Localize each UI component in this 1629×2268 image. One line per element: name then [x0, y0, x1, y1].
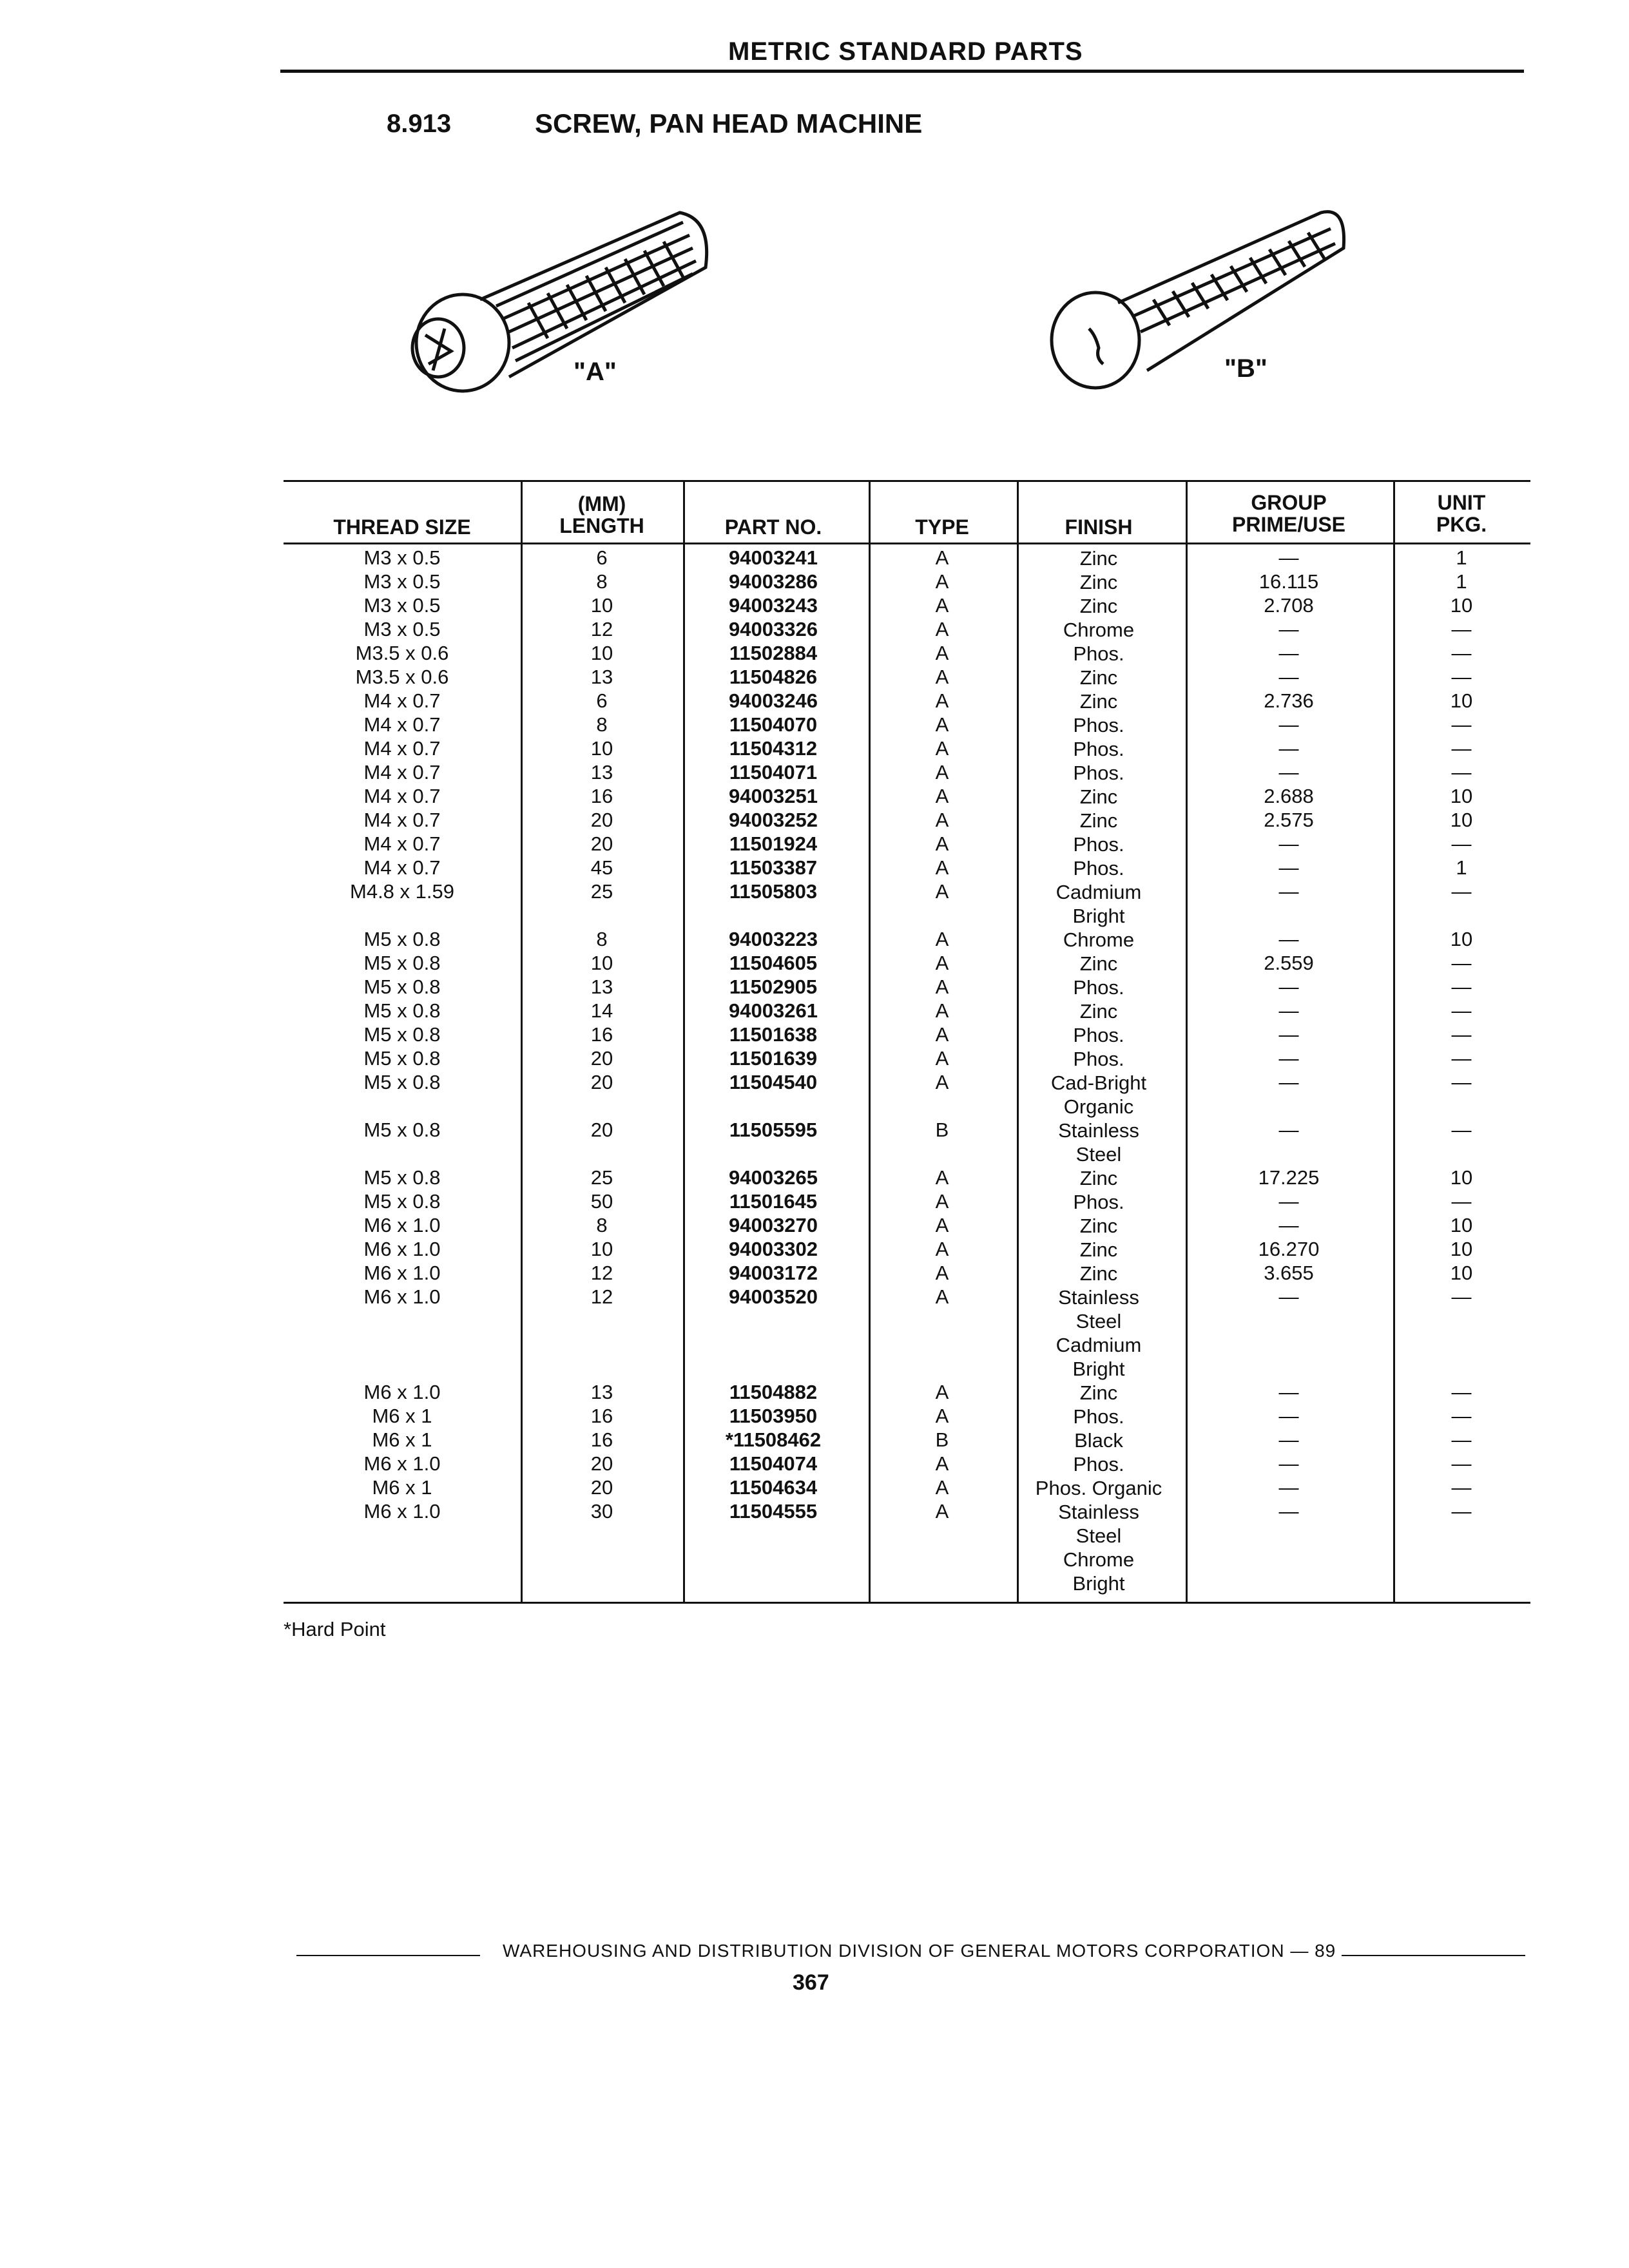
header-length-unit: (MM) [577, 492, 626, 515]
cell-thread-size: M6 x 1.0 [363, 1500, 441, 1523]
screw-a-illustration [412, 213, 707, 391]
cell-part-no: 11504634 [729, 1476, 818, 1499]
cell-group-prime-use: — [1278, 761, 1299, 783]
cell-group-prime-use: — [1278, 1476, 1299, 1499]
cell-thread-size: M3 x 0.5 [363, 594, 441, 617]
cell-unit-pkg: — [1451, 1405, 1472, 1427]
cell-part-no: 11504312 [729, 737, 818, 760]
cell-finish: Phos. [1073, 976, 1124, 999]
cell-group-prime-use: — [1278, 975, 1299, 998]
cell-group-prime-use: — [1278, 856, 1299, 879]
cell-type: A [935, 1405, 949, 1427]
cell-group-prime-use: — [1278, 1047, 1299, 1070]
cell-group-prime-use: 17.225 [1258, 1166, 1320, 1189]
cell-finish: Phos. [1073, 642, 1124, 665]
cell-type: A [935, 737, 949, 760]
cell-type: A [935, 1500, 949, 1523]
cell-thread-size: M5 x 0.8 [363, 1190, 441, 1213]
cell-type: B [935, 1428, 949, 1451]
cell-part-no: 11502884 [729, 642, 818, 664]
cell-thread-size: M3.5 x 0.6 [355, 642, 449, 664]
cell-type: A [935, 1071, 949, 1093]
cell-finish: Zinc [1079, 1238, 1118, 1261]
cell-thread-size: M4.8 x 1.59 [350, 880, 454, 903]
cell-type: A [935, 1238, 949, 1260]
cell-type: A [935, 856, 949, 879]
cell-length: 10 [590, 737, 613, 760]
cell-length: 10 [590, 1238, 613, 1260]
cell-type: A [935, 1476, 949, 1499]
cell-unit-pkg: — [1451, 618, 1472, 640]
cell-finish: Cadmium [1055, 881, 1142, 903]
cell-finish: Steel [1075, 1143, 1122, 1166]
cell-length: 16 [590, 1428, 613, 1451]
cell-part-no: 94003223 [729, 928, 818, 950]
cell-part-no: 11501924 [729, 832, 818, 855]
cell-length: 20 [590, 1452, 613, 1475]
cell-part-no: 11502905 [729, 975, 818, 998]
cell-thread-size: M5 x 0.8 [363, 1119, 441, 1141]
cell-thread-size: M4 x 0.7 [363, 856, 441, 879]
cell-type: A [935, 761, 949, 783]
cell-length: 12 [590, 1262, 613, 1284]
cell-finish: Chrome [1063, 619, 1135, 641]
table-column-rule [521, 480, 523, 1602]
cell-part-no: 94003251 [729, 785, 818, 807]
cell-length: 13 [590, 666, 613, 688]
cell-group-prime-use: — [1278, 618, 1299, 640]
cell-finish: Zinc [1079, 1000, 1118, 1023]
cell-finish: Phos. [1073, 714, 1124, 736]
footer-rule-left [296, 1955, 480, 1956]
cell-group-prime-use: — [1278, 1119, 1299, 1141]
table-column-rule [683, 480, 685, 1602]
cell-type: A [935, 1214, 949, 1236]
cell-finish: Black [1074, 1429, 1123, 1452]
cell-finish: Zinc [1079, 666, 1118, 689]
cell-unit-pkg: — [1451, 975, 1472, 998]
cell-unit-pkg: — [1451, 1023, 1472, 1046]
cell-thread-size: M3.5 x 0.6 [355, 666, 449, 688]
footnote: *Hard Point [284, 1618, 386, 1640]
cell-unit-pkg: 10 [1450, 809, 1473, 831]
cell-thread-size: M5 x 0.8 [363, 1023, 441, 1046]
cell-thread-size: M4 x 0.7 [363, 785, 441, 807]
cell-length: 12 [590, 618, 613, 640]
cell-group-prime-use: — [1278, 546, 1299, 569]
cell-unit-pkg: 10 [1450, 928, 1473, 950]
header-thread-size: THREAD SIZE [333, 515, 471, 539]
cell-finish: Phos. [1073, 1191, 1124, 1213]
cell-length: 8 [596, 570, 608, 593]
cell-unit-pkg: — [1451, 1047, 1472, 1070]
cell-thread-size: M4 x 0.7 [363, 689, 441, 712]
cell-type: A [935, 1262, 949, 1284]
cell-finish: Phos. [1073, 833, 1124, 856]
cell-part-no: 11504070 [729, 713, 818, 736]
cell-length: 20 [590, 1476, 613, 1499]
cell-unit-pkg: — [1451, 1119, 1472, 1141]
cell-type: A [935, 1190, 949, 1213]
cell-type: A [935, 1452, 949, 1475]
cell-finish: Steel [1075, 1310, 1122, 1332]
cell-type: A [935, 570, 949, 593]
cell-group-prime-use: 2.708 [1264, 594, 1314, 617]
cell-length: 20 [590, 1047, 613, 1070]
cell-finish: Bright [1072, 1572, 1125, 1595]
cell-type: A [935, 809, 949, 831]
cell-length: 6 [596, 546, 608, 569]
cell-finish: Steel [1075, 1524, 1122, 1547]
cell-part-no: 94003302 [729, 1238, 818, 1260]
table-column-rule [1017, 480, 1019, 1602]
cell-type: A [935, 832, 949, 855]
footer-text: WAREHOUSING AND DISTRIBUTION DIVISION OF GENERAL MOTORS CORPORATION — 89 [503, 1941, 1336, 1961]
cell-finish: Stainless [1058, 1501, 1139, 1523]
cell-type: A [935, 666, 949, 688]
header-part-no: PART NO. [724, 515, 822, 539]
cell-part-no: 11503950 [729, 1405, 818, 1427]
cell-unit-pkg: — [1451, 642, 1472, 664]
section-number: 8.913 [387, 110, 452, 138]
header-type: TYPE [915, 515, 969, 539]
table-top-rule [284, 480, 1530, 482]
cell-finish: Zinc [1079, 1381, 1118, 1404]
cell-unit-pkg: 1 [1456, 570, 1467, 593]
cell-unit-pkg: — [1451, 832, 1472, 855]
cell-finish: Chrome [1063, 1548, 1135, 1571]
cell-type: A [935, 880, 949, 903]
cell-part-no: 11504605 [729, 952, 818, 974]
cell-type: A [935, 1166, 949, 1189]
header-prime-use: PRIME/USE [1231, 513, 1346, 536]
cell-finish: Phos. [1073, 1024, 1124, 1046]
cell-thread-size: M4 x 0.7 [363, 832, 441, 855]
screw-b-label: "B" [1224, 354, 1268, 383]
page-number: 367 [793, 1970, 829, 1995]
cell-group-prime-use: 16.115 [1258, 570, 1319, 593]
cell-length: 16 [590, 1405, 613, 1427]
cell-unit-pkg: — [1451, 761, 1472, 783]
cell-unit-pkg: — [1451, 999, 1472, 1022]
section-title: SCREW, PAN HEAD MACHINE [535, 108, 923, 139]
cell-group-prime-use: 16.270 [1258, 1238, 1320, 1260]
cell-length: 8 [596, 1214, 608, 1236]
cell-part-no: 94003261 [729, 999, 818, 1022]
cell-type: A [935, 1047, 949, 1070]
table-column-rule [1186, 480, 1188, 1602]
cell-length: 16 [590, 1023, 613, 1046]
cell-unit-pkg: 10 [1450, 785, 1473, 807]
cell-thread-size: M6 x 1.0 [363, 1238, 441, 1260]
cell-finish: Phos. [1073, 1405, 1124, 1428]
cell-unit-pkg: — [1451, 737, 1472, 760]
cell-group-prime-use: — [1278, 666, 1299, 688]
cell-part-no: 11505595 [729, 1119, 818, 1141]
cell-unit-pkg: 10 [1450, 689, 1473, 712]
cell-length: 20 [590, 832, 613, 855]
cell-length: 14 [590, 999, 613, 1022]
cell-unit-pkg: — [1451, 713, 1472, 736]
cell-unit-pkg: — [1451, 1500, 1472, 1523]
cell-part-no: 94003520 [729, 1285, 818, 1308]
cell-thread-size: M4 x 0.7 [363, 737, 441, 760]
cell-finish: Zinc [1079, 809, 1118, 832]
cell-thread-size: M5 x 0.8 [363, 1047, 441, 1070]
cell-group-prime-use: 3.655 [1264, 1262, 1314, 1284]
cell-finish: Zinc [1079, 1262, 1118, 1285]
cell-length: 30 [590, 1500, 613, 1523]
cell-thread-size: M3 x 0.5 [363, 570, 441, 593]
cell-unit-pkg: — [1451, 880, 1472, 903]
table-column-rule [1393, 480, 1395, 1602]
cell-group-prime-use: — [1278, 1285, 1299, 1308]
cell-thread-size: M3 x 0.5 [363, 546, 441, 569]
cell-type: B [935, 1119, 949, 1141]
header-unit: UNIT [1437, 491, 1486, 514]
cell-group-prime-use: — [1278, 642, 1299, 664]
cell-finish: Zinc [1079, 547, 1118, 570]
cell-length: 10 [590, 594, 613, 617]
screw-a-label: "A" [574, 358, 617, 386]
table-column-rule [869, 480, 871, 1602]
cell-part-no: 11504540 [729, 1071, 818, 1093]
cell-group-prime-use: — [1278, 737, 1299, 760]
cell-group-prime-use: — [1278, 928, 1299, 950]
cell-unit-pkg: — [1451, 952, 1472, 974]
cell-length: 8 [596, 713, 608, 736]
cell-type: A [935, 713, 949, 736]
cell-type: A [935, 546, 949, 569]
cell-unit-pkg: 1 [1456, 546, 1467, 569]
cell-finish: Phos. [1073, 762, 1124, 784]
cell-length: 6 [596, 689, 608, 712]
cell-unit-pkg: — [1451, 1452, 1472, 1475]
cell-thread-size: M6 x 1.0 [363, 1381, 441, 1403]
cell-length: 16 [590, 785, 613, 807]
cell-part-no: 11501645 [729, 1190, 818, 1213]
cell-finish: Phos. [1073, 1048, 1124, 1070]
cell-type: A [935, 1381, 949, 1403]
cell-unit-pkg: — [1451, 1285, 1472, 1308]
cell-type: A [935, 594, 949, 617]
cell-type: A [935, 618, 949, 640]
cell-type: A [935, 689, 949, 712]
cell-group-prime-use: — [1278, 1500, 1299, 1523]
cell-finish: Zinc [1079, 595, 1118, 617]
cell-thread-size: M6 x 1.0 [363, 1452, 441, 1475]
cell-group-prime-use: 2.736 [1264, 689, 1314, 712]
cell-group-prime-use: — [1278, 1452, 1299, 1475]
cell-finish: Phos. [1073, 1453, 1124, 1475]
cell-group-prime-use: — [1278, 713, 1299, 736]
cell-finish: Phos. Organic [1035, 1477, 1162, 1499]
cell-group-prime-use: — [1278, 999, 1299, 1022]
cell-thread-size: M6 x 1 [372, 1476, 432, 1499]
cell-finish: Zinc [1079, 571, 1118, 593]
cell-group-prime-use: — [1278, 1405, 1299, 1427]
cell-part-no: 11503387 [729, 856, 818, 879]
cell-thread-size: M5 x 0.8 [363, 952, 441, 974]
cell-part-no: 11504882 [729, 1381, 818, 1403]
cell-length: 8 [596, 928, 608, 950]
cell-part-no: 94003265 [729, 1166, 818, 1189]
cell-unit-pkg: — [1451, 1190, 1472, 1213]
cell-part-no: 11505803 [729, 880, 818, 903]
cell-part-no: 11504071 [729, 761, 818, 783]
cell-part-no: 94003252 [729, 809, 818, 831]
cell-thread-size: M4 x 0.7 [363, 809, 441, 831]
cell-finish: Bright [1072, 1358, 1125, 1380]
footer-rule-right [1342, 1955, 1525, 1956]
cell-length: 25 [590, 1166, 613, 1189]
cell-type: A [935, 952, 949, 974]
cell-group-prime-use: 2.575 [1264, 809, 1314, 831]
cell-unit-pkg: 10 [1450, 594, 1473, 617]
screw-illustrations [0, 0, 1629, 451]
header-finish: FINISH [1065, 515, 1133, 539]
header-length: LENGTH [559, 514, 644, 537]
header-pkg: PKG. [1436, 513, 1487, 536]
cell-length: 45 [590, 856, 613, 879]
cell-length: 20 [590, 809, 613, 831]
cell-part-no: 11501639 [729, 1047, 818, 1070]
cell-unit-pkg: — [1451, 1071, 1472, 1093]
cell-length: 50 [590, 1190, 613, 1213]
cell-finish: Bright [1072, 905, 1125, 927]
cell-length: 25 [590, 880, 613, 903]
table-header-rule [284, 543, 1530, 544]
cell-unit-pkg: — [1451, 1476, 1472, 1499]
cell-finish: Zinc [1079, 1167, 1118, 1189]
screw-b-illustration [1052, 212, 1344, 388]
cell-thread-size: M5 x 0.8 [363, 928, 441, 950]
cell-part-no: 94003246 [729, 689, 818, 712]
cell-thread-size: M6 x 1.0 [363, 1285, 441, 1308]
cell-thread-size: M5 x 0.8 [363, 975, 441, 998]
cell-group-prime-use: 2.688 [1264, 785, 1314, 807]
cell-part-no: 11501638 [729, 1023, 818, 1046]
cell-finish: Zinc [1079, 952, 1118, 975]
header-group: GROUP [1251, 491, 1327, 514]
cell-length: 10 [590, 952, 613, 974]
cell-finish: Cadmium [1055, 1334, 1142, 1356]
cell-length: 13 [590, 761, 613, 783]
cell-part-no: 94003286 [729, 570, 818, 593]
cell-thread-size: M3 x 0.5 [363, 618, 441, 640]
cell-part-no: 94003241 [729, 546, 818, 569]
cell-thread-size: M4 x 0.7 [363, 713, 441, 736]
cell-group-prime-use: — [1278, 1023, 1299, 1046]
cell-length: 20 [590, 1119, 613, 1141]
cell-type: A [935, 785, 949, 807]
cell-part-no: 11504826 [729, 666, 818, 688]
cell-unit-pkg: — [1451, 666, 1472, 688]
cell-length: 20 [590, 1071, 613, 1093]
cell-length: 12 [590, 1285, 613, 1308]
cell-finish: Stainless [1058, 1286, 1139, 1309]
cell-group-prime-use: 2.559 [1264, 952, 1314, 974]
cell-group-prime-use: — [1278, 832, 1299, 855]
cell-unit-pkg: 10 [1450, 1214, 1473, 1236]
cell-unit-pkg: 10 [1450, 1238, 1473, 1260]
cell-unit-pkg: — [1451, 1428, 1472, 1451]
cell-unit-pkg: 10 [1450, 1166, 1473, 1189]
cell-thread-size: M6 x 1.0 [363, 1262, 441, 1284]
cell-thread-size: M5 x 0.8 [363, 999, 441, 1022]
cell-finish: Chrome [1063, 928, 1135, 951]
cell-length: 13 [590, 975, 613, 998]
cell-finish: Cad-Bright [1050, 1072, 1147, 1094]
cell-finish: Zinc [1079, 785, 1118, 808]
cell-part-no: 94003172 [729, 1262, 818, 1284]
cell-length: 13 [590, 1381, 613, 1403]
cell-thread-size: M5 x 0.8 [363, 1166, 441, 1189]
cell-finish: Zinc [1079, 1215, 1118, 1237]
cell-group-prime-use: — [1278, 1190, 1299, 1213]
cell-finish: Zinc [1079, 690, 1118, 713]
cell-thread-size: M4 x 0.7 [363, 761, 441, 783]
cell-finish: Phos. [1073, 857, 1124, 879]
cell-finish: Stainless [1058, 1119, 1139, 1142]
cell-type: A [935, 975, 949, 998]
cell-part-no: *11508462 [725, 1428, 822, 1451]
cell-part-no: 94003270 [729, 1214, 818, 1236]
cell-length: 10 [590, 642, 613, 664]
cell-part-no: 11504555 [729, 1500, 818, 1523]
cell-part-no: 94003243 [729, 594, 818, 617]
cell-thread-size: M6 x 1.0 [363, 1214, 441, 1236]
page-header-title: METRIC STANDARD PARTS [728, 37, 1083, 66]
cell-group-prime-use: — [1278, 1381, 1299, 1403]
cell-unit-pkg: 10 [1450, 1262, 1473, 1284]
cell-group-prime-use: — [1278, 1428, 1299, 1451]
cell-unit-pkg: — [1451, 1381, 1472, 1403]
cell-type: A [935, 928, 949, 950]
cell-group-prime-use: — [1278, 1214, 1299, 1236]
table-bottom-rule [284, 1602, 1530, 1604]
cell-finish: Organic [1063, 1095, 1134, 1118]
cell-thread-size: M5 x 0.8 [363, 1071, 441, 1093]
cell-type: A [935, 1023, 949, 1046]
cell-unit-pkg: 1 [1456, 856, 1467, 879]
cell-type: A [935, 1285, 949, 1308]
cell-group-prime-use: — [1278, 880, 1299, 903]
cell-part-no: 94003326 [729, 618, 818, 640]
cell-finish: Phos. [1073, 738, 1124, 760]
cell-type: A [935, 999, 949, 1022]
cell-part-no: 11504074 [729, 1452, 818, 1475]
cell-group-prime-use: — [1278, 1071, 1299, 1093]
cell-type: A [935, 642, 949, 664]
cell-thread-size: M6 x 1 [372, 1428, 432, 1451]
cell-thread-size: M6 x 1 [372, 1405, 432, 1427]
